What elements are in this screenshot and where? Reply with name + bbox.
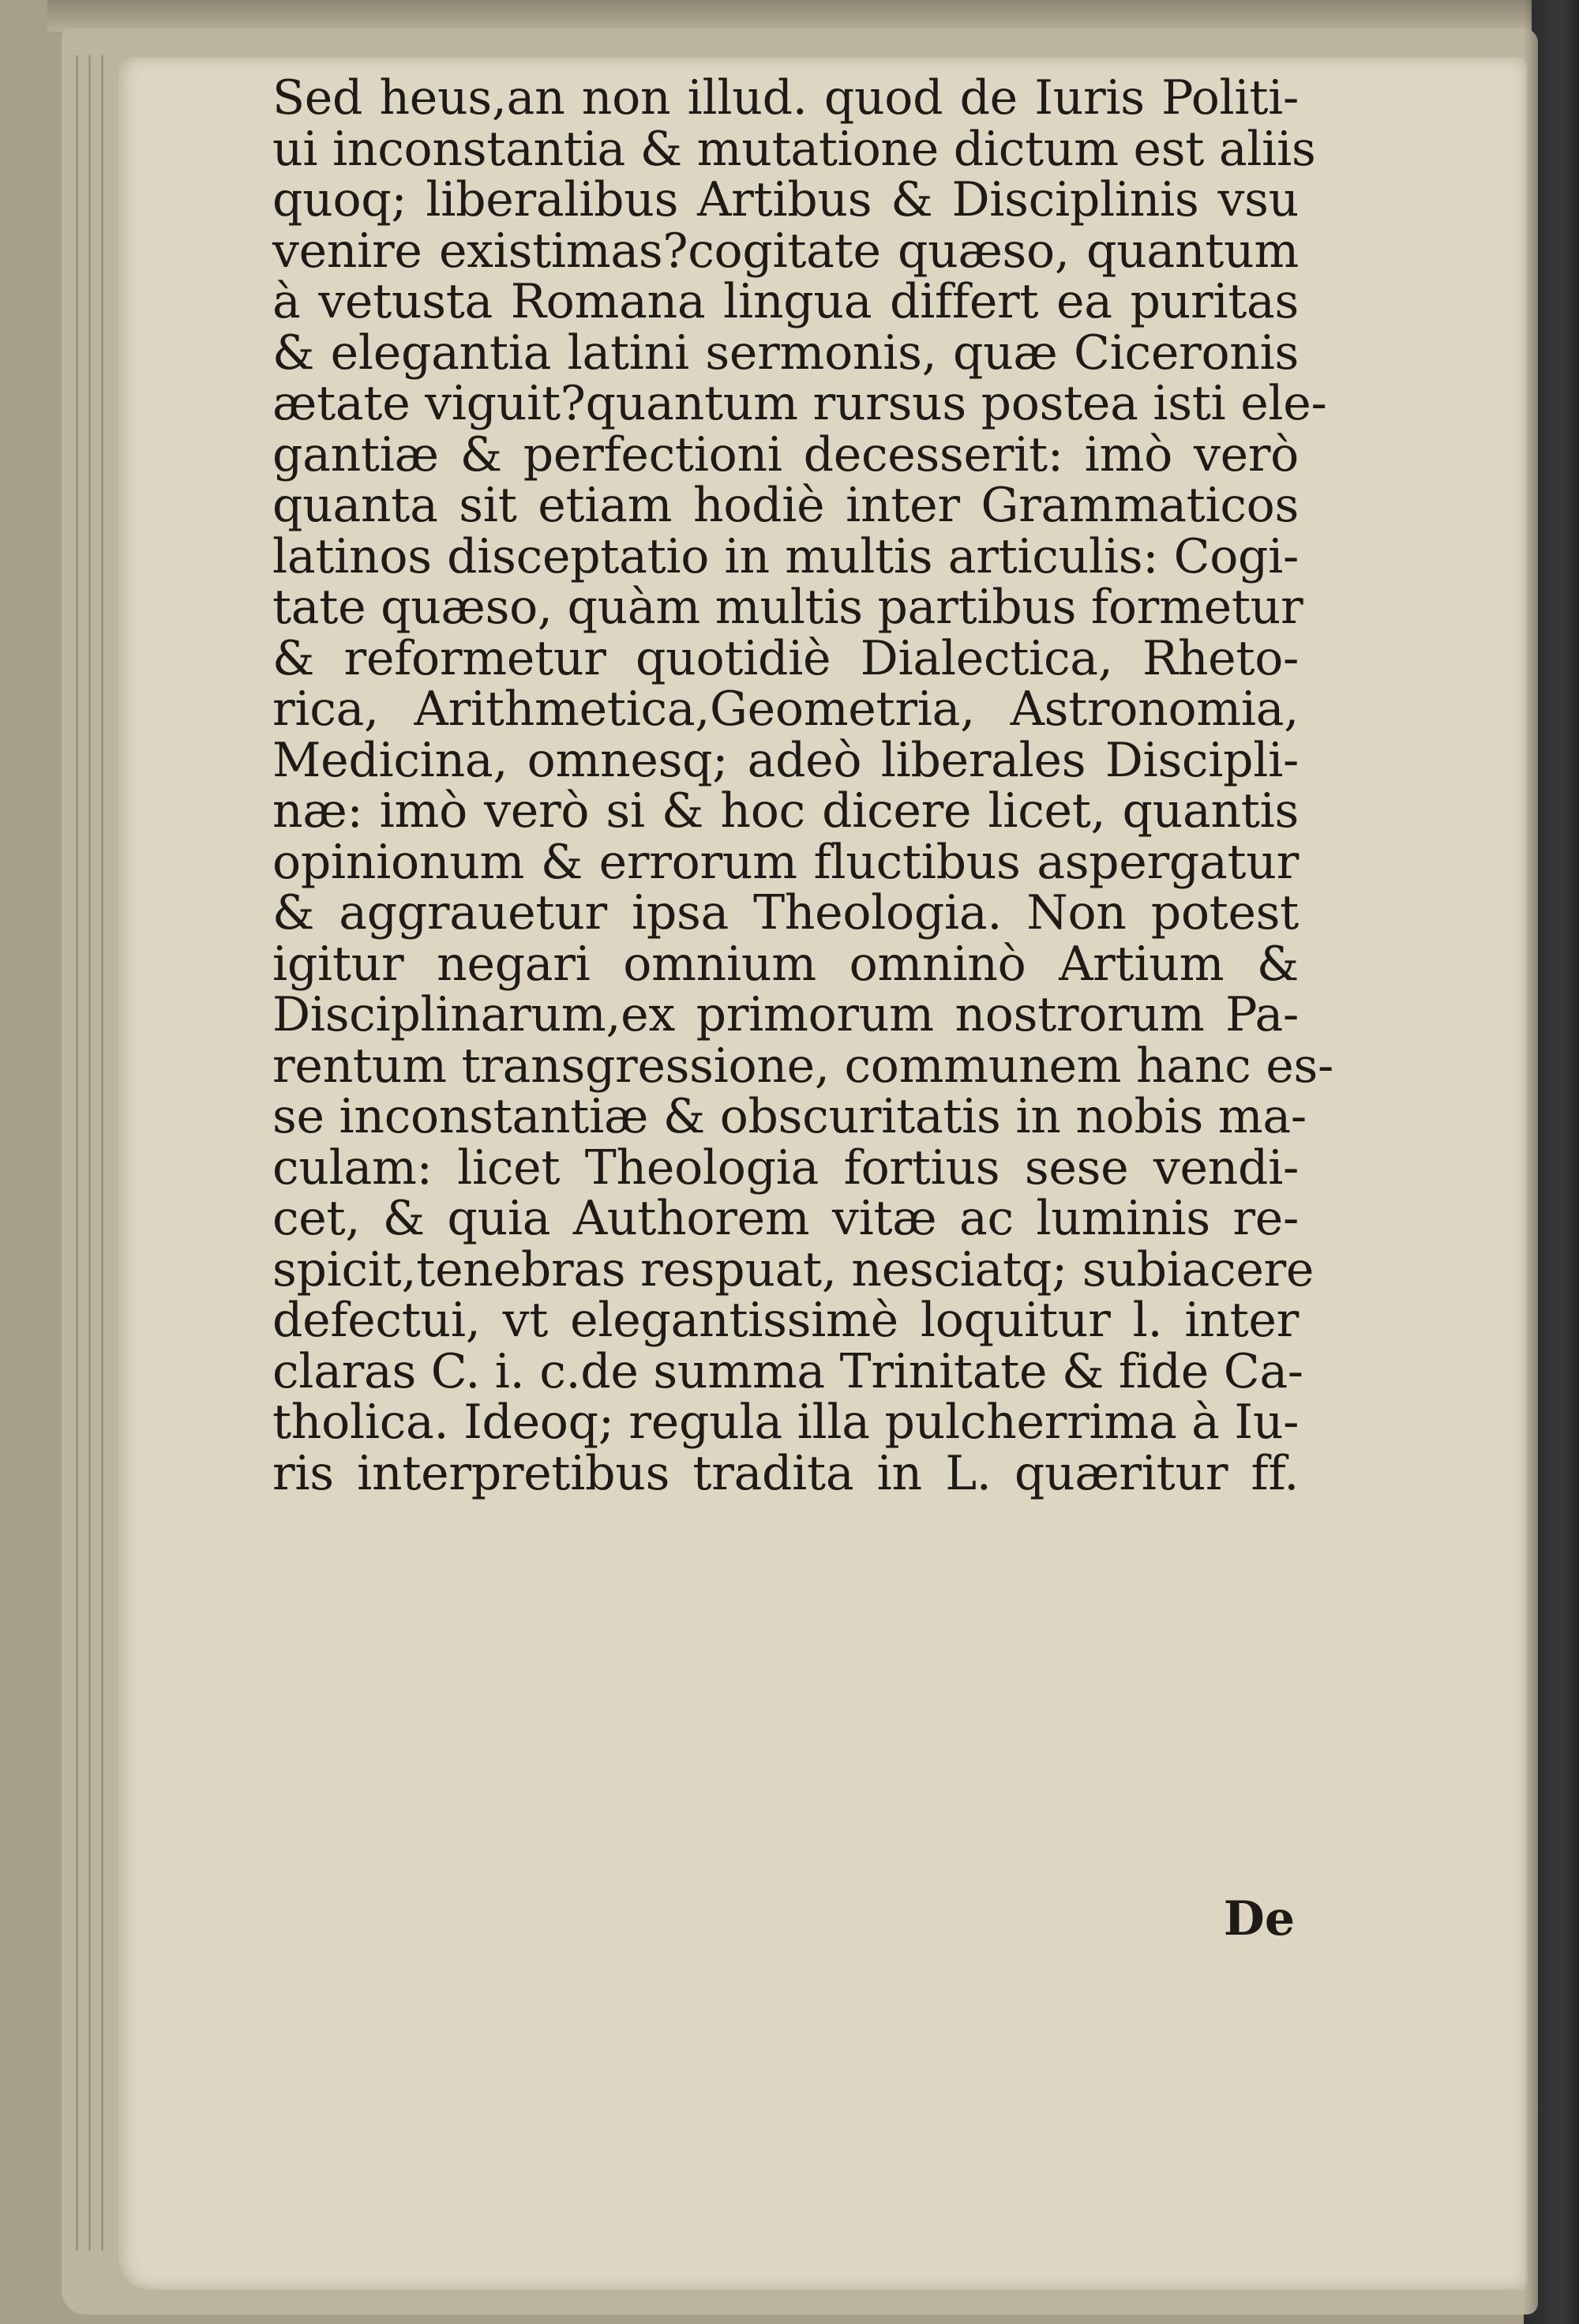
text-line: ætate viguit?quantum rursus postea isti ele- bbox=[272, 376, 1327, 431]
text-line: latinos disceptatio in multis articulis: Cogi- bbox=[272, 528, 1299, 584]
page-edge-line bbox=[101, 55, 103, 2251]
text-line: defectui, vt elegantissimè loquitur l. inter bbox=[272, 1293, 1299, 1348]
gutter-shadow bbox=[1524, 0, 1579, 2324]
page-top-edge bbox=[47, 0, 1532, 32]
text-line: quanta sit etiam hodiè inter Grammaticos bbox=[272, 478, 1299, 533]
text-line: Disciplinarum,ex primorum nostrorum Pa- bbox=[272, 987, 1299, 1042]
text-line: se inconstantiæ & obscuritatis in nobis ma- bbox=[272, 1089, 1307, 1144]
text-line: rica, Arithmetica,Geometria, Astronomia, bbox=[272, 681, 1299, 737]
text-line: Sed heus,an non illud. quod de Iuris Politi- bbox=[272, 70, 1299, 126]
text-line: næ: imò verò si & hoc dicere licet, quantis bbox=[272, 783, 1299, 839]
text-line: rentum transgressione, communem hanc es- bbox=[272, 1038, 1333, 1094]
text-line: spicit,tenebras respuat, nesciatq; subiacere bbox=[272, 1241, 1315, 1297]
text-line: tate quæso, quàm multis partibus formetur bbox=[272, 580, 1303, 635]
body-text bbox=[272, 70, 1333, 1501]
text-line: ris interpretibus tradita in L. quæritur ff. bbox=[272, 1445, 1299, 1501]
text-line: claras C. i. c.de summa Trinitate & fide Ca- bbox=[272, 1343, 1303, 1399]
text-line: & aggrauetur ipsa Theologia. Non potest bbox=[272, 885, 1299, 940]
text-line: & reformetur quotidiè Dialectica, Rheto- bbox=[272, 630, 1299, 686]
text-line: Medicina, omnesq; adeò liberales Discipli- bbox=[272, 732, 1299, 788]
text-line: à vetusta Romana lingua differt ea puritas bbox=[272, 274, 1299, 329]
text-line: gantiæ & perfectioni decesserit: imò verò bbox=[272, 426, 1299, 482]
text-line: culam: licet Theologia fortius sese vendi- bbox=[272, 1139, 1299, 1196]
text-line: cet, & quia Authorem vitæ ac luminis re- bbox=[272, 1191, 1299, 1246]
text-line: quoq; liberalibus Artibus & Disciplinis vsu bbox=[272, 172, 1299, 227]
text-line: opinionum & errorum fluctibus aspergatur bbox=[272, 834, 1299, 890]
page-edge-line bbox=[76, 55, 78, 2251]
text-line: igitur negari omnium omninò Artium & bbox=[272, 936, 1299, 992]
catchword: De bbox=[1223, 1891, 1295, 1947]
text-line: ui inconstantia & mutatione dictum est aliis bbox=[272, 121, 1316, 177]
text-line: & elegantia latini sermonis, quæ Ciceronis bbox=[272, 325, 1299, 381]
page-edge-line bbox=[88, 55, 91, 2251]
text-line: tholica. Ideoq; regula illa pulcherrima à Iu- bbox=[272, 1395, 1300, 1450]
text-line: venire existimas?cogitate quæso, quantum bbox=[272, 223, 1299, 279]
